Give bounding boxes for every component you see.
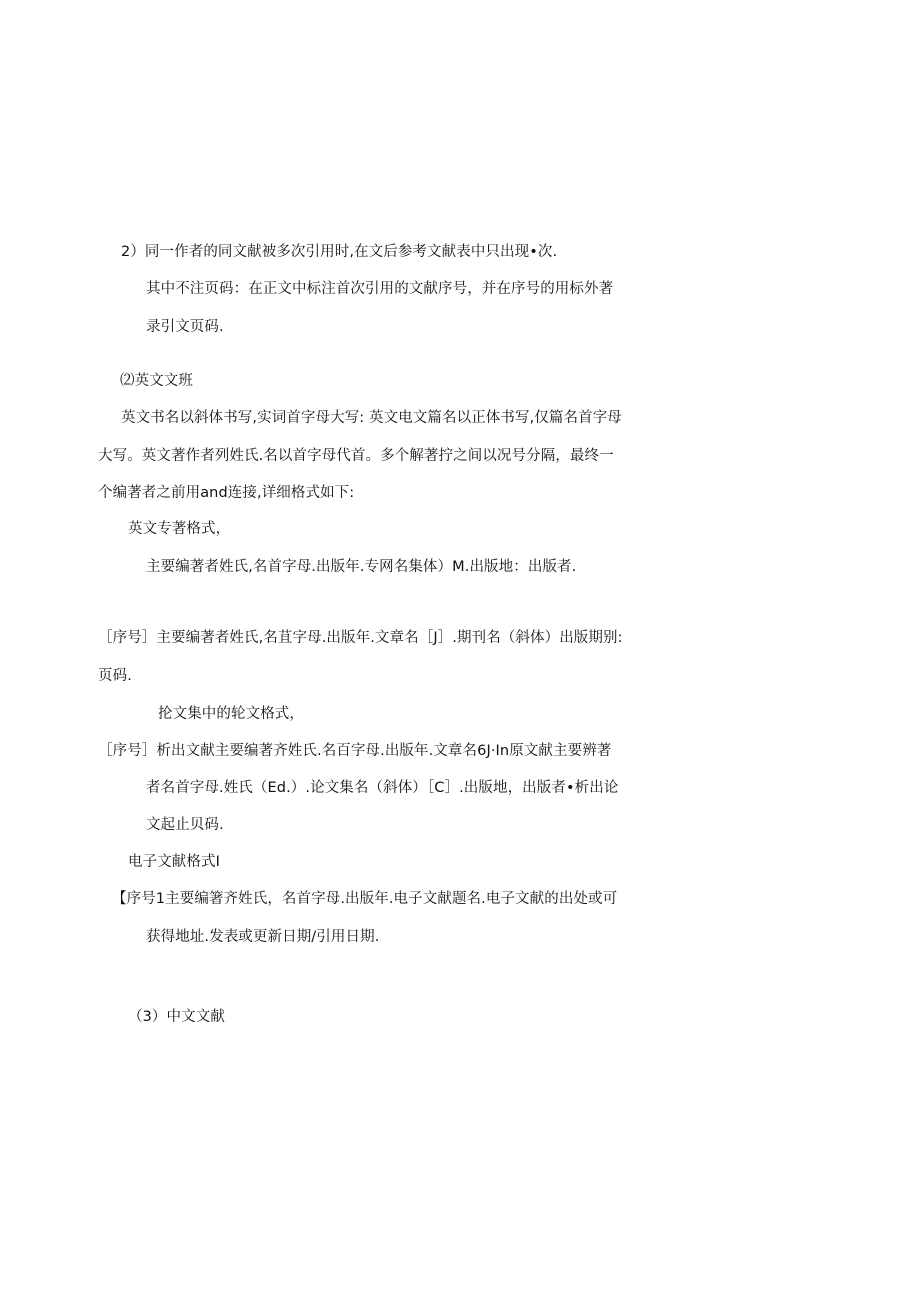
- collection-format-line-2: 者名首字母.姓氏（Ed.）.论文集名（斜体）［C］.出版地，出版者•析出论: [146, 780, 619, 796]
- section-heading-english: ⑵英文文班: [120, 373, 193, 389]
- electronic-format-line-1: 【序号1主要编箸齐姓氏，名首字母.出版年.电子文献题名.电子文献的出处或可: [112, 891, 618, 907]
- english-paragraph-3: 个编著者之前用and连接,详细格式如下:: [98, 485, 355, 501]
- english-paragraph-2: 大写。英文著作者列姓氏.名以首字母代首。多个解著拧之间以况号分隔，最终一: [98, 448, 614, 464]
- electronic-format-line-2: 获得地址.发表或更新日期/引用日期.: [146, 929, 380, 945]
- monograph-format-heading: 英文专著格式，: [128, 521, 231, 537]
- journal-format-line-1: ［序号］主要编著者姓氏,名苴字母.出版年.文章名［J］.期刊名（斜体）出版期别:: [98, 630, 623, 646]
- electronic-format-heading: 电子文献格式I: [128, 854, 220, 870]
- collection-format-line-1: ［序号］析出文献主要编著齐姓氏.名百字母.出版年.文章名6J·In原文献主要辨著: [98, 743, 612, 759]
- journal-format-line-2: 页码.: [98, 668, 132, 684]
- item-2-same-author: 2）同一作者的同文献被多次引用时,在文后参考文献表中只出现•次.: [121, 244, 558, 260]
- monograph-format-line: 主要编著者姓氏,名首字母.出版年.专网名集体）M.出版地：出版者.: [146, 559, 577, 575]
- paragraph-page-note-2: 录引文页码.: [146, 319, 224, 335]
- paragraph-page-note-1: 其中不注页码：在正文中标注首次引用的文献序号，并在序号的用标外著: [146, 281, 614, 297]
- collection-format-heading: 抡文集中的轮文格式，: [158, 706, 304, 722]
- english-paragraph-1: 英文书名以斜体书写,实词首字母大写: 英文电文篇名以正体书写,仅篇名首字母: [121, 410, 622, 426]
- section-heading-chinese: （3）中文文献: [128, 1009, 225, 1025]
- collection-format-line-3: 文起止贝码.: [146, 817, 224, 833]
